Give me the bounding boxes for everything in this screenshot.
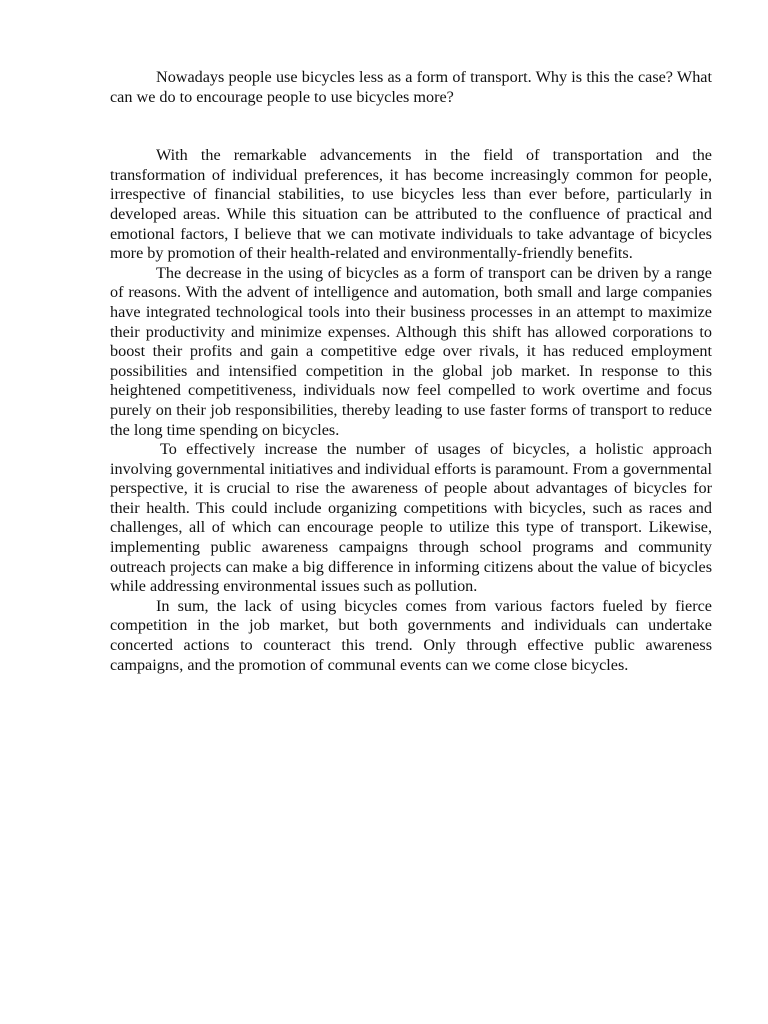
document-page (110, 68, 712, 675)
paragraph-solutions: To effectively increase the number of usages of bicycles, a holistic approach involving governmental initiatives and individual efforts is paramount. From a governmental perspective, it is crucial to rise the awareness of people about advantages of bicycles for their health. This could include organizing competitions with bicycles, such as races and challenges, all of which can encourage people to utilize this type of transport. Likewise, implementing public awareness campaigns through school programs and community outreach projects can make a big difference in informing citizens about the value of bicycles while addressing environmental issues such as pollution. (110, 440, 712, 596)
essay-prompt: Nowadays people use bicycles less as a form of transport. Why is this the case? What can we do to encourage people to use bicycles more? (110, 68, 712, 106)
paragraph-introduction: With the remarkable advancements in the field of transportation and the transformation of individual preferences, it has become increasingly common for people, irrespective of financial stabilities, to use bicycles less than ever before, particularly in developed areas. While this situation can be attributed to the confluence of practical and emotional factors, I believe that we can motivate individuals to take advantage of bicycles more by promotion of their health-related and environmentally-friendly benefits. (110, 146, 712, 263)
paragraph-conclusion: In sum, the lack of using bicycles comes from various factors fueled by fierce competition in the job market, but both governments and individuals can undertake concerted actions to counteract this trend. Only through effective public awareness campaigns, and the promotion of communal events can we come close bicycles. (110, 596, 712, 674)
paragraph-reasons: The decrease in the using of bicycles as a form of transport can be driven by a range of reasons. With the advent of intelligence and automation, both small and large companies have integrated technological tools into their business processes in an attempt to maximize their productivity and minimize expenses. Although this shift has allowed corporations to boost their profits and gain a competitive edge over rivals, it has reduced employment possibilities and intensified competition in the global job market. In response to this heightened competitiveness, individuals now feel compelled to work overtime and focus purely on their job responsibilities, thereby leading to use faster forms of transport to reduce the long time spending on bicycles. (110, 263, 712, 439)
